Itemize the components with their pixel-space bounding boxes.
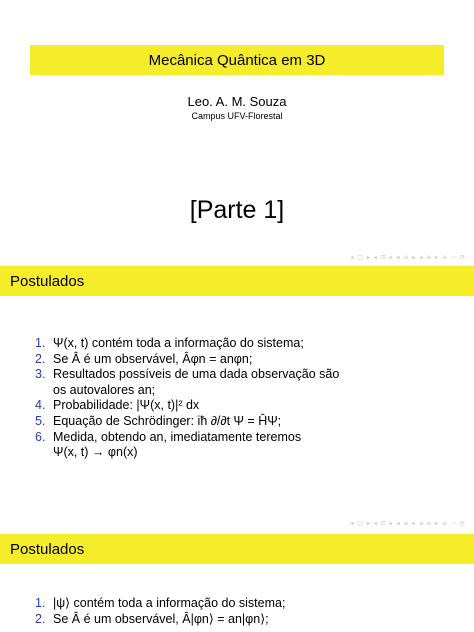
list-item — [35, 367, 454, 398]
institution-name: Campus UFV-Florestal — [191, 111, 283, 121]
title-slide — [0, 0, 474, 266]
list-item — [35, 336, 454, 352]
item-number: 6. — [35, 429, 46, 444]
author-name: Leo. A. M. Souza — [187, 94, 287, 109]
postulates-list — [35, 336, 454, 461]
list-item — [35, 612, 454, 628]
item-text: Equação de Schrödinger: iħ ∂/∂t Ψ = ĤΨ; — [53, 413, 282, 428]
item-number: 1. — [35, 336, 46, 350]
item-text: Medida, obtendo an, imediatamente teremos — [53, 429, 302, 444]
list-item — [35, 596, 454, 612]
item-text-continuation: Ψ(x, t) → φn(x) — [53, 445, 138, 460]
item-number: 4. — [35, 398, 46, 413]
list-item — [35, 414, 454, 430]
item-number: 3. — [35, 367, 46, 382]
item-number: 2. — [35, 351, 46, 366]
list-item — [35, 430, 454, 461]
item-number: 1. — [35, 596, 46, 610]
part-label: [Parte 1] — [189, 196, 285, 224]
beamer-navigation-bar[interactable]: ◂ □ ▸ ◂ ⊡ ▸ ◂ ≡ ▸ ◂ ≡ ▸ ≡ ∽ ⟳ — [350, 254, 466, 261]
presentation-title-box — [30, 45, 444, 75]
presentation-title: Mecânica Quântica em 3D — [148, 51, 326, 69]
item-text: Se Â é um observável, Âφn = anφn; — [53, 351, 253, 366]
item-number: 2. — [35, 611, 46, 626]
list-item — [35, 352, 454, 368]
list-item — [35, 398, 454, 414]
frame-title: Postulados — [10, 540, 85, 558]
postulados-dirac-slide — [0, 532, 474, 632]
beamer-navigation-bar[interactable]: ◂ □ ▸ ◂ ⊡ ▸ ◂ ≡ ▸ ◂ ≡ ▸ ≡ ∽ ⟳ — [350, 520, 466, 527]
item-text: Se Â é um observável, Â|φn⟩ = an|φn⟩; — [53, 611, 269, 626]
frame-title: Postulados — [10, 272, 85, 290]
item-text-continuation: os autovalores an; — [53, 382, 156, 397]
postulates-list — [35, 596, 454, 627]
item-text: Ψ(x, t) contém toda a informação do sistema; — [53, 336, 304, 350]
item-text: |ψ⟩ contém toda a informação do sistema; — [53, 596, 286, 610]
item-text: Probabilidade: |Ψ(x, t)|² dx — [53, 398, 200, 413]
postulados-slide — [0, 266, 474, 532]
item-number: 5. — [35, 413, 46, 428]
item-text: Resultados possíveis de uma dada observação são — [53, 367, 340, 382]
frame-title-bar — [0, 534, 474, 564]
frame-title-bar — [0, 266, 474, 296]
